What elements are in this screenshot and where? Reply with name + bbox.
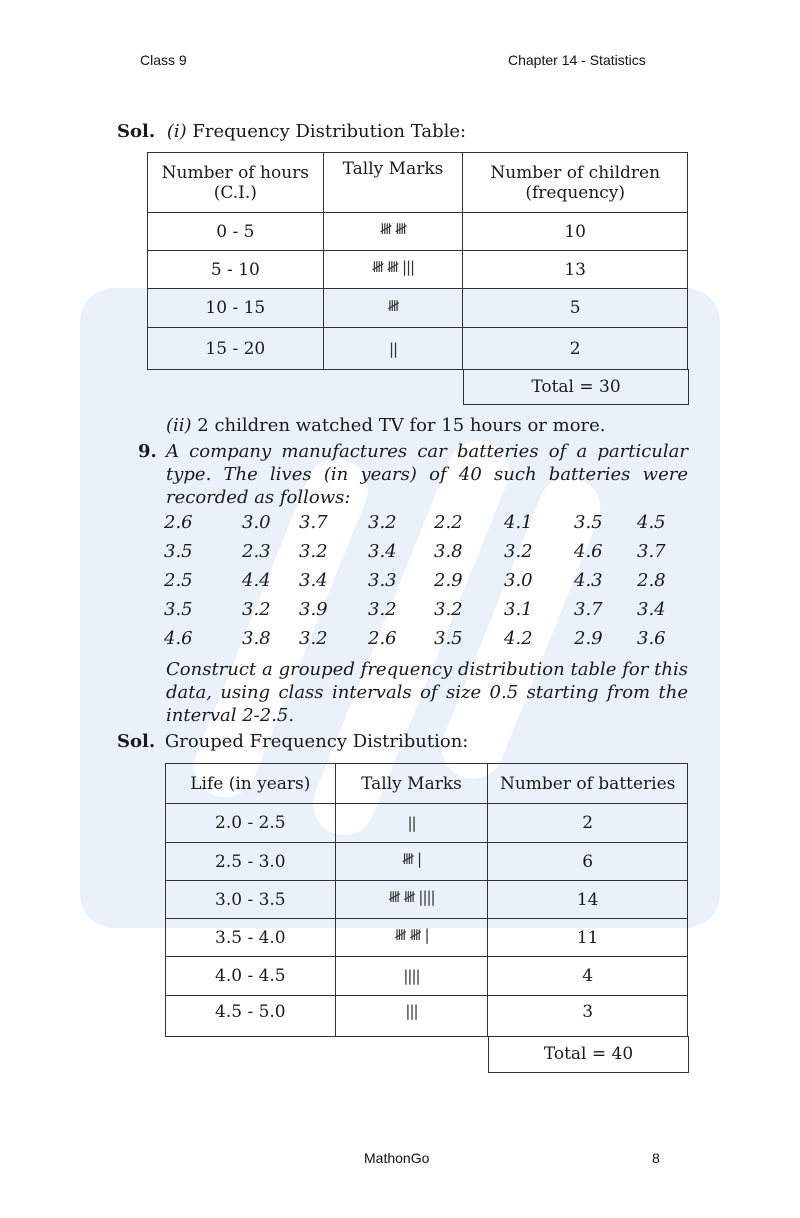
table-row (148, 289, 688, 328)
header-hours: Number of hours (C.I.) (148, 153, 324, 213)
footer-brand: MathonGo (364, 1150, 430, 1166)
interval-cell: 2.0 - 2.5 (166, 804, 336, 843)
table-header-row (166, 764, 688, 804)
frequency-cell: 3 (488, 996, 688, 1037)
tally-cell: 𝍸 (323, 289, 463, 328)
table-row (148, 328, 688, 370)
frequency-cell: 5 (463, 289, 688, 328)
solution-9-title: Grouped Frequency Distribution: (164, 731, 469, 752)
interval-cell: 4.5 - 5.0 (166, 996, 336, 1037)
sol-label: Sol. (117, 121, 156, 142)
tally-cell: 𝍸 𝍸 | (335, 919, 488, 957)
header-tally: Tally Marks (323, 153, 463, 213)
data-value: 3.2 (299, 628, 328, 649)
data-value: 3.7 (637, 541, 666, 562)
interval-cell: 3.5 - 4.0 (166, 919, 336, 957)
question-9-text: A company manufactures car batteries of a particular type. The lives (in years) of 40 such batteries were recorded as follows: (166, 441, 688, 508)
data-value: 2.3 (242, 541, 271, 562)
data-value: 3.5 (164, 599, 193, 620)
data-value: 3.4 (299, 570, 328, 591)
page-number: 8 (652, 1150, 660, 1166)
interval-cell: 3.0 - 3.5 (166, 881, 336, 919)
table-row (166, 996, 688, 1037)
tally-cell: 𝍸 | (335, 843, 488, 881)
header-children: Number of children (frequency) (463, 153, 688, 213)
data-value: 3.7 (574, 599, 603, 620)
data-value: 2.6 (164, 512, 193, 533)
data-value: 3.6 (637, 628, 666, 649)
data-value: 3.0 (504, 570, 533, 591)
table-row (148, 251, 688, 289)
table-row (166, 881, 688, 919)
interval-cell: 0 - 5 (148, 213, 324, 251)
frequency-cell: 2 (463, 328, 688, 370)
frequency-cell: 2 (488, 804, 688, 843)
total-cell: Total = 40 (488, 1036, 689, 1073)
interval-cell: 10 - 15 (148, 289, 324, 328)
solution-9-heading (117, 730, 468, 753)
data-value: 3.8 (242, 628, 271, 649)
part-i-title: Frequency Distribution Table: (192, 121, 467, 142)
data-value: 3.5 (434, 628, 463, 649)
data-value: 2.2 (434, 512, 463, 533)
data-value: 3.2 (299, 541, 328, 562)
data-value: 3.9 (299, 599, 328, 620)
table-row (166, 843, 688, 881)
data-value: 4.6 (574, 541, 603, 562)
data-value: 3.4 (637, 599, 666, 620)
header-class: Class 9 (140, 52, 187, 68)
question-9-instruction: Construct a grouped frequency distribution table for this data, using class intervals of size 0.5 starting from the interval 2-2.5. (166, 659, 688, 726)
header-chapter: Chapter 14 - Statistics (508, 52, 646, 68)
data-value: 4.6 (164, 628, 193, 649)
data-value: 3.2 (368, 512, 397, 533)
data-value: 3.0 (242, 512, 271, 533)
tally-cell: |||| (335, 957, 488, 996)
data-value: 2.8 (637, 570, 666, 591)
data-value: 2.6 (368, 628, 397, 649)
tally-cell: || (335, 804, 488, 843)
data-value: 2.9 (574, 628, 603, 649)
data-value: 4.1 (504, 512, 533, 533)
data-value: 3.2 (242, 599, 271, 620)
data-value: 3.8 (434, 541, 463, 562)
header-life: Life (in years) (166, 764, 336, 804)
frequency-cell: 13 (463, 251, 688, 289)
frequency-cell: 11 (488, 919, 688, 957)
tally-cell: 𝍸 𝍸 (323, 213, 463, 251)
part-ii-text: 2 children watched TV for 15 hours or more. (197, 415, 606, 436)
total-cell: Total = 30 (463, 369, 689, 405)
tally-cell: 𝍸 𝍸 |||| (335, 881, 488, 919)
data-value: 3.5 (574, 512, 603, 533)
grouped-frequency-table (165, 763, 688, 1037)
header-tally: Tally Marks (335, 764, 488, 804)
tally-cell: 𝍸 𝍸 ||| (323, 251, 463, 289)
interval-cell: 4.0 - 4.5 (166, 957, 336, 996)
part-ii-answer (166, 414, 606, 437)
data-value: 3.1 (504, 599, 533, 620)
data-value: 3.5 (164, 541, 193, 562)
tally-cell: ||| (335, 996, 488, 1037)
interval-cell: 5 - 10 (148, 251, 324, 289)
frequency-cell: 10 (463, 213, 688, 251)
frequency-cell: 4 (488, 957, 688, 996)
frequency-cell: 6 (488, 843, 688, 881)
data-value: 4.5 (637, 512, 666, 533)
battery-data-grid (164, 512, 694, 652)
question-number: 9. (138, 441, 157, 462)
table-row (166, 957, 688, 996)
frequency-cell: 14 (488, 881, 688, 919)
solution-8-heading (117, 120, 466, 143)
data-value: 3.7 (299, 512, 328, 533)
data-value: 2.5 (164, 570, 193, 591)
part-i-marker: (i) (166, 121, 187, 142)
data-value: 4.4 (242, 570, 271, 591)
table-row (148, 213, 688, 251)
data-value: 2.9 (434, 570, 463, 591)
data-value: 3.2 (368, 599, 397, 620)
interval-cell: 15 - 20 (148, 328, 324, 370)
sol-label: Sol. (117, 731, 156, 752)
data-value: 3.3 (368, 570, 397, 591)
table-row (166, 804, 688, 843)
table-header-row (148, 153, 688, 213)
data-value: 4.3 (574, 570, 603, 591)
interval-cell: 2.5 - 3.0 (166, 843, 336, 881)
header-batteries: Number of batteries (488, 764, 688, 804)
part-ii-marker: (ii) (166, 415, 192, 436)
tally-cell: || (323, 328, 463, 370)
data-value: 3.4 (368, 541, 397, 562)
data-value: 4.2 (504, 628, 533, 649)
table-row (166, 919, 688, 957)
frequency-table-tv (147, 152, 688, 370)
data-value: 3.2 (434, 599, 463, 620)
data-value: 3.2 (504, 541, 533, 562)
